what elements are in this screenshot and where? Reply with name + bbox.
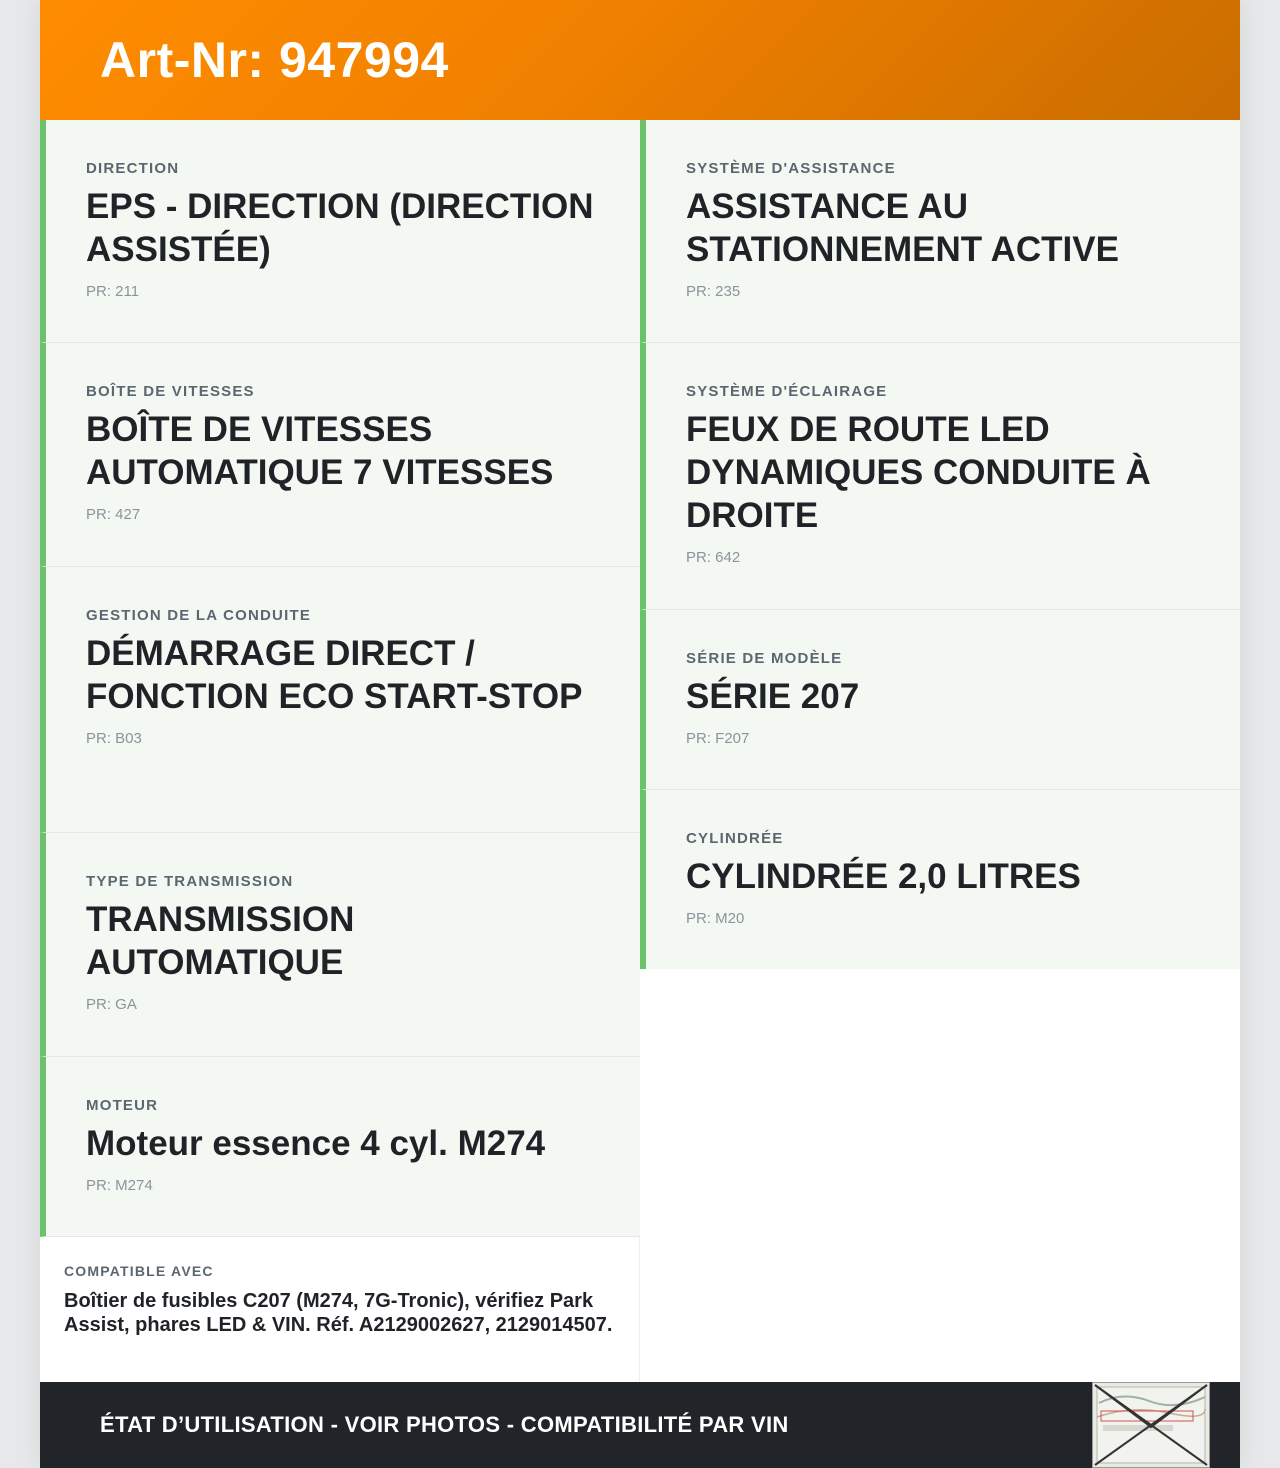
page-title: Art-Nr: 947994 <box>100 32 449 88</box>
spec-card-model-series <box>640 610 1240 790</box>
page <box>40 0 1240 1468</box>
spec-value: FEUX DE ROUTE LED DYNAMIQUES CONDUITE À DROITE <box>686 410 1151 535</box>
spec-pr-code: PR: M20 <box>686 910 745 927</box>
spec-value: Moteur essence 4 cyl. M274 <box>86 1124 546 1163</box>
spec-category: BOÎTE DE VITESSES <box>86 383 255 400</box>
compatibility-label: COMPATIBLE AVEC <box>64 1263 214 1279</box>
spec-pr-code: PR: 211 <box>86 283 140 300</box>
spec-category: DIRECTION <box>86 160 180 177</box>
product-photo-thumbnail-icon[interactable] <box>1092 1382 1210 1468</box>
compatibility-section <box>40 1237 640 1383</box>
spec-value: BOÎTE DE VITESSES AUTOMATIQUE 7 VITESSES <box>86 410 554 492</box>
spec-category: CYLINDRÉE <box>686 830 784 847</box>
spec-grid <box>40 120 1240 1383</box>
spec-pr-code: PR: M274 <box>86 1177 153 1194</box>
spec-card-assistance <box>640 120 1240 343</box>
spec-pr-code: PR: F207 <box>686 730 750 747</box>
header <box>40 0 1240 120</box>
spec-value: ASSISTANCE AU STATIONNEMENT ACTIVE <box>686 187 1119 269</box>
spec-category: SYSTÈME D'ASSISTANCE <box>686 160 896 177</box>
spec-value: DÉMARRAGE DIRECT / FONCTION ECO START-STOP <box>86 634 583 716</box>
envelope-photo-icon <box>1093 1383 1209 1467</box>
footer-text: ÉTAT D’UTILISATION - VOIR PHOTOS - COMPATIBILITÉ PAR VIN <box>100 1412 789 1437</box>
spec-card-displacement <box>640 790 1240 969</box>
spec-pr-code: PR: 235 <box>686 283 741 300</box>
spec-value: TRANSMISSION AUTOMATIQUE <box>86 900 355 982</box>
spec-card-transmission <box>40 833 640 1057</box>
spec-category: SÉRIE DE MODÈLE <box>686 650 843 667</box>
spec-category: GESTION DE LA CONDUITE <box>86 607 312 624</box>
spec-value: SÉRIE 207 <box>686 677 860 716</box>
spec-pr-code: PR: 427 <box>86 506 141 523</box>
spec-pr-code: PR: B03 <box>86 730 142 747</box>
spec-pr-code: PR: 642 <box>686 549 741 566</box>
spec-card-gearbox <box>40 343 640 567</box>
spec-card-lighting <box>640 343 1240 610</box>
spec-value: CYLINDRÉE 2,0 LITRES <box>686 857 1081 896</box>
spec-category: SYSTÈME D'ÉCLAIRAGE <box>686 383 888 400</box>
left-column <box>40 120 640 1383</box>
spec-value: EPS - DIRECTION (DIRECTION ASSISTÉE) <box>86 187 594 269</box>
spec-card-direction <box>40 120 640 343</box>
spec-category: TYPE DE TRANSMISSION <box>86 873 294 890</box>
spec-card-drive-management <box>40 567 640 833</box>
right-column <box>640 120 1240 1383</box>
footer-banner <box>40 1382 1240 1468</box>
spec-card-engine <box>40 1057 640 1237</box>
compatibility-text: Boîtier de fusibles C207 (M274, 7G-Tronic), vérifiez Park Assist, phares LED & VIN. Réf. A2129002627, 2129014507. <box>64 1290 613 1336</box>
spec-category: MOTEUR <box>86 1097 159 1114</box>
spec-pr-code: PR: GA <box>86 996 137 1013</box>
